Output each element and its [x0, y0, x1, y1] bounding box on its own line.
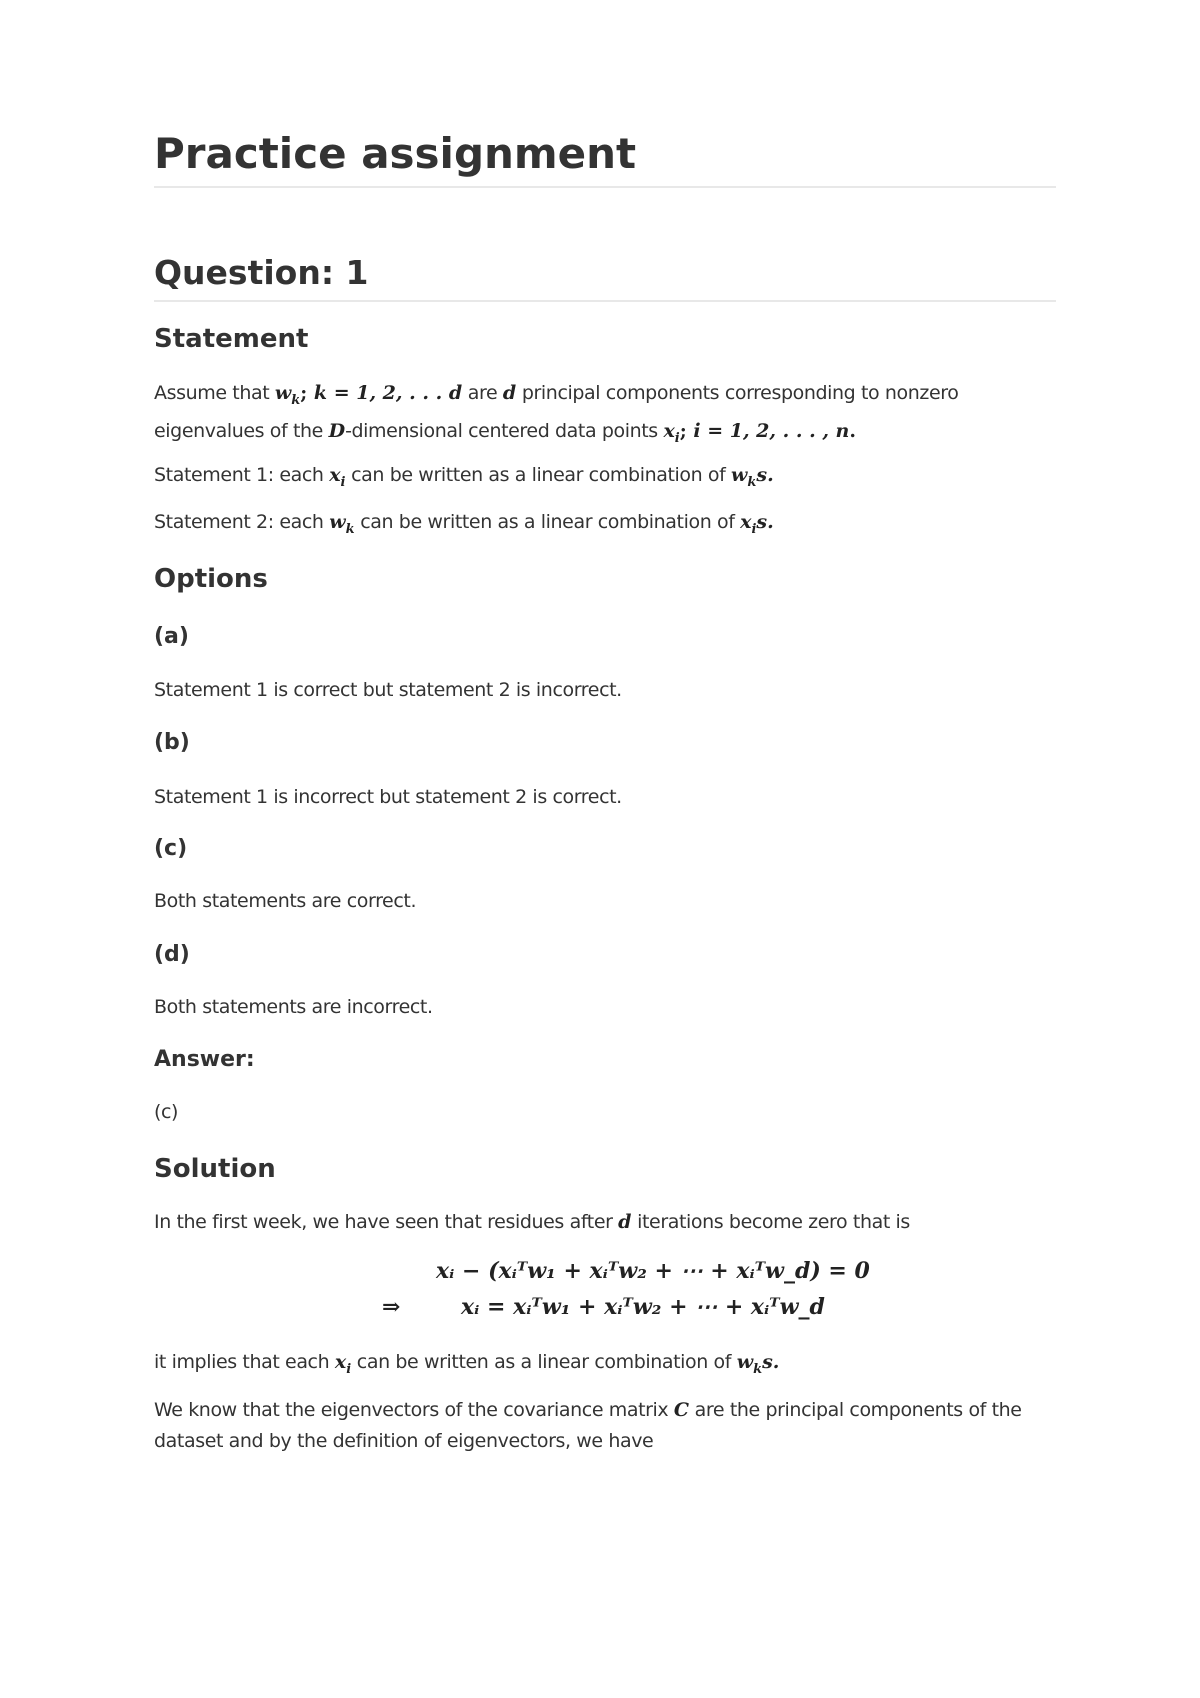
residue-equation — [154, 1258, 1056, 1348]
question-heading: Question: 1 — [154, 252, 1056, 302]
math-k-range: k = 1, 2, . . . d — [313, 382, 463, 404]
option-a-label: (a) — [154, 624, 189, 649]
option-c-text: Both statements are correct. — [154, 890, 417, 912]
options-heading: Options — [154, 564, 268, 594]
option-d-text: Both statements are incorrect. — [154, 996, 433, 1018]
solution-heading: Solution — [154, 1154, 276, 1184]
answer-heading: Answer: — [154, 1047, 255, 1072]
option-a-text: Statement 1 is correct but statement 2 is incorrect. — [154, 679, 622, 701]
implies-arrow: ⇒ — [382, 1294, 401, 1320]
solution-paragraph-1: In the first week, we have seen that residues after d iterations become zero that is — [154, 1211, 910, 1233]
equation-line-1: xᵢ − (xᵢᵀw₁ + xᵢᵀw₂ + ⋯ + xᵢᵀw_d) = 0 — [436, 1258, 870, 1284]
math-D: D — [328, 419, 346, 442]
math-d: d — [502, 382, 517, 404]
option-b-label: (b) — [154, 730, 190, 755]
solution-paragraph-2: it implies that each $x_i$ can be written as a linear combination of $w_ks$. — [154, 1351, 780, 1377]
statement-intro: Assume that $w_k$; k = 1, 2, . . . d are d principal components corresponding to nonzero eigenvalues of the D-dimensional centered data points $x_i$; i = 1, 2, . . . , n. — [154, 382, 959, 446]
answer-value: (c) — [154, 1101, 179, 1123]
statement-1: Statement 1: each $x_i$ can be written as a linear combination of $w_ks$. — [154, 464, 774, 490]
option-d-label: (d) — [154, 942, 190, 967]
option-b-text: Statement 1 is incorrect but statement 2 is correct. — [154, 786, 622, 808]
statement-2: Statement 2: each $w_k$ can be written as a linear combination of $x_is$. — [154, 511, 774, 537]
statement-heading: Statement — [154, 324, 309, 354]
math-w-k: $w_k$ — [274, 382, 301, 408]
option-c-label: (c) — [154, 836, 188, 861]
math-x-i: $x_i$ — [663, 419, 680, 446]
page-title: Practice assignment — [154, 128, 1056, 188]
math-i-range: i = 1, 2, . . . , n — [693, 419, 850, 442]
solution-paragraph-3: We know that the eigenvectors of the covariance matrix C are the principal components of the dataset and by the definition of eigenvectors, we have — [154, 1399, 1022, 1452]
equation-line-2: xᵢ = xᵢᵀw₁ + xᵢᵀw₂ + ⋯ + xᵢᵀw_d — [461, 1294, 825, 1320]
